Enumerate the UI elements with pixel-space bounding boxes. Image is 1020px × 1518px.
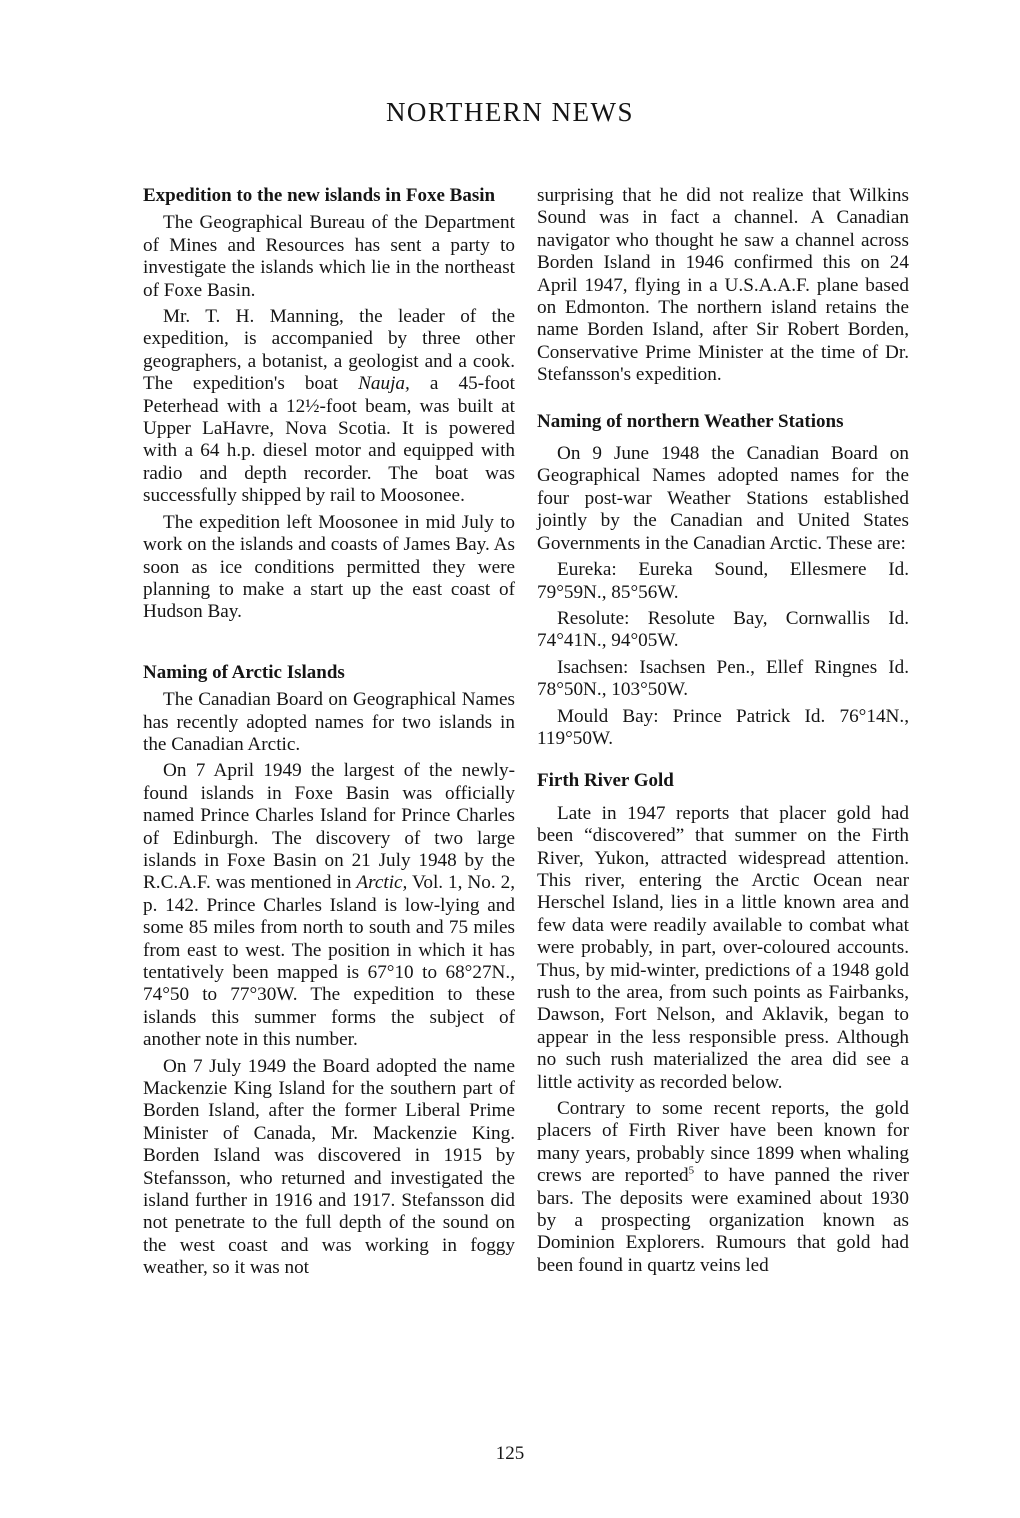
paragraph: surprising that he did not realize that Wilkins Sound was in fact a channel. A Canadian navigator who thought he saw a channel across Borden Island in 1946 confirmed this on 24 April 1947, flying in a U.S.A.A.F. plane based on Edmonton. The northern island retains the name Borden Island, after Sir Robert Borden, Conservative Prime Minister at the time of Dr. Stefansson's expedition. (537, 185, 909, 386)
section-heading-arctic-islands: Naming of Arctic Islands (143, 661, 345, 683)
paragraph: On 7 July 1949 the Board adopted the name Mackenzie King Island for the southern part of Borden Island, after the former Liberal Prime Minister of Canada, Mr. Mackenzie King. Borden Island was discovered in 1915 by Stefansson, who returned and investigated the island further in 1916 and 1917. Stefansson did not penetrate to the full depth of the sound on the west coast and was working in foggy weather, so it was not (143, 1055, 515, 1279)
text-run: a 45-foot Peterhead with a 12½-foot beam, was built at Upper LaHavre, Nova Scotia. It is powered with a 64 h.p. diesel motor and equipped with radio and depth recorder. The boat was successfully shipped by rail to Moosonee. (143, 373, 515, 507)
paragraph: Late in 1947 reports that placer gold had been “discovered” that summer on the Firth River, Yukon, attracted widespread attention. This river, entering the Arctic Ocean near Herschel Island, lies in a little known area and few data were readily available to combat what were probably, in part, over-coloured accounts. Thus, by mid-winter, predictions of a 1948 gold rush to the area, from such points as Fairbanks, Dawson, Fort Nelson, and Aklavik, began to appear in the less responsible press. Although no such rush materialized the area did see a little activity as recorded below. (537, 802, 909, 1093)
paragraph: The Geographical Bureau of the Department of Mines and Resources has sent a party to investigate the islands which lie in the northeast of Foxe Basin. (143, 212, 515, 301)
boat-name: Nauja, (358, 373, 410, 395)
footnote-ref: 5 (688, 1164, 695, 1177)
paragraph (143, 760, 515, 1051)
right-column (537, 185, 909, 1277)
paragraph: The expedition left Moosonee in mid July to work on the islands and coasts of James Bay. As soon as ice conditions permitted they were planning to make a start up the east coast of Hudson Bay. (143, 511, 515, 623)
paragraph (537, 1098, 909, 1277)
station-resolute: Resolute: Resolute Bay, Cornwallis Id. 74°41N., 94°05W. (537, 607, 909, 652)
page-title: NORTHERN NEWS (385, 97, 635, 127)
text-run: to have panned the river bars. The deposits were examined about 1930 by a prospecting organization known as Dominion Explorers. Rumours that gold had been found in quartz veins led (537, 1165, 909, 1276)
station-isachsen: Isachsen: Isachsen Pen., Ellef Ringnes Id. 78°50N., 103°50W. (537, 656, 909, 701)
text-run: Contrary to some recent reports, the gold placers of Firth River have been known for many years, probably since 1899 when whaling crews are reported (537, 1098, 909, 1187)
journal-name: Arctic, (356, 872, 408, 894)
station-eureka: Eureka: Eureka Sound, Ellesmere Id. 79°59N., 85°56W. (537, 559, 909, 603)
section-heading-firth-river: Firth River Gold (537, 770, 674, 792)
paragraph: The Canadian Board on Geographical Names has recently adopted names for two islands in the Canadian Arctic. (143, 689, 515, 755)
text-run: Mr. T. H. Manning, the leader of the expedition, is accompanied by three other geographers, a botanist, a geologist and a cook. The expedition's boat (143, 306, 515, 395)
paragraph (143, 306, 515, 508)
text-run: On 7 April 1949 the largest of the newly-found islands in Foxe Basin was officially named Prince Charles Island for Prince Charles of Edinburgh. The discovery of two large islands in Foxe Basin on 21 July 1948 by the R.C.A.F. was mentioned in (143, 760, 515, 894)
page-number: 125 (495, 1443, 525, 1464)
section-heading-expedition: Expedition to the new islands in Foxe Basin (143, 185, 496, 206)
station-mould-bay: Mould Bay: Prince Patrick Id. 76°14N., 119°50W. (537, 705, 909, 749)
text-run: Vol. 1, No. 2, p. 142. Prince Charles Island is low-lying and some 85 miles from north to south and 75 miles from east to west. The position in which it has tentatively been mapped is 67°10 to 68°27N., 74°50 to 77°30W. The expedition to these islands this summer forms the subject of another note in this number. (143, 872, 515, 1051)
left-column (143, 185, 515, 1280)
section-heading-weather-stations: Naming of northern Weather Stations (537, 410, 844, 432)
paragraph: On 9 June 1948 the Canadian Board on Geographical Names adopted names for the four post-war Weather Stations established jointly by the Canadian and United States Governments in the Canadian Arctic. These are: (537, 443, 909, 554)
